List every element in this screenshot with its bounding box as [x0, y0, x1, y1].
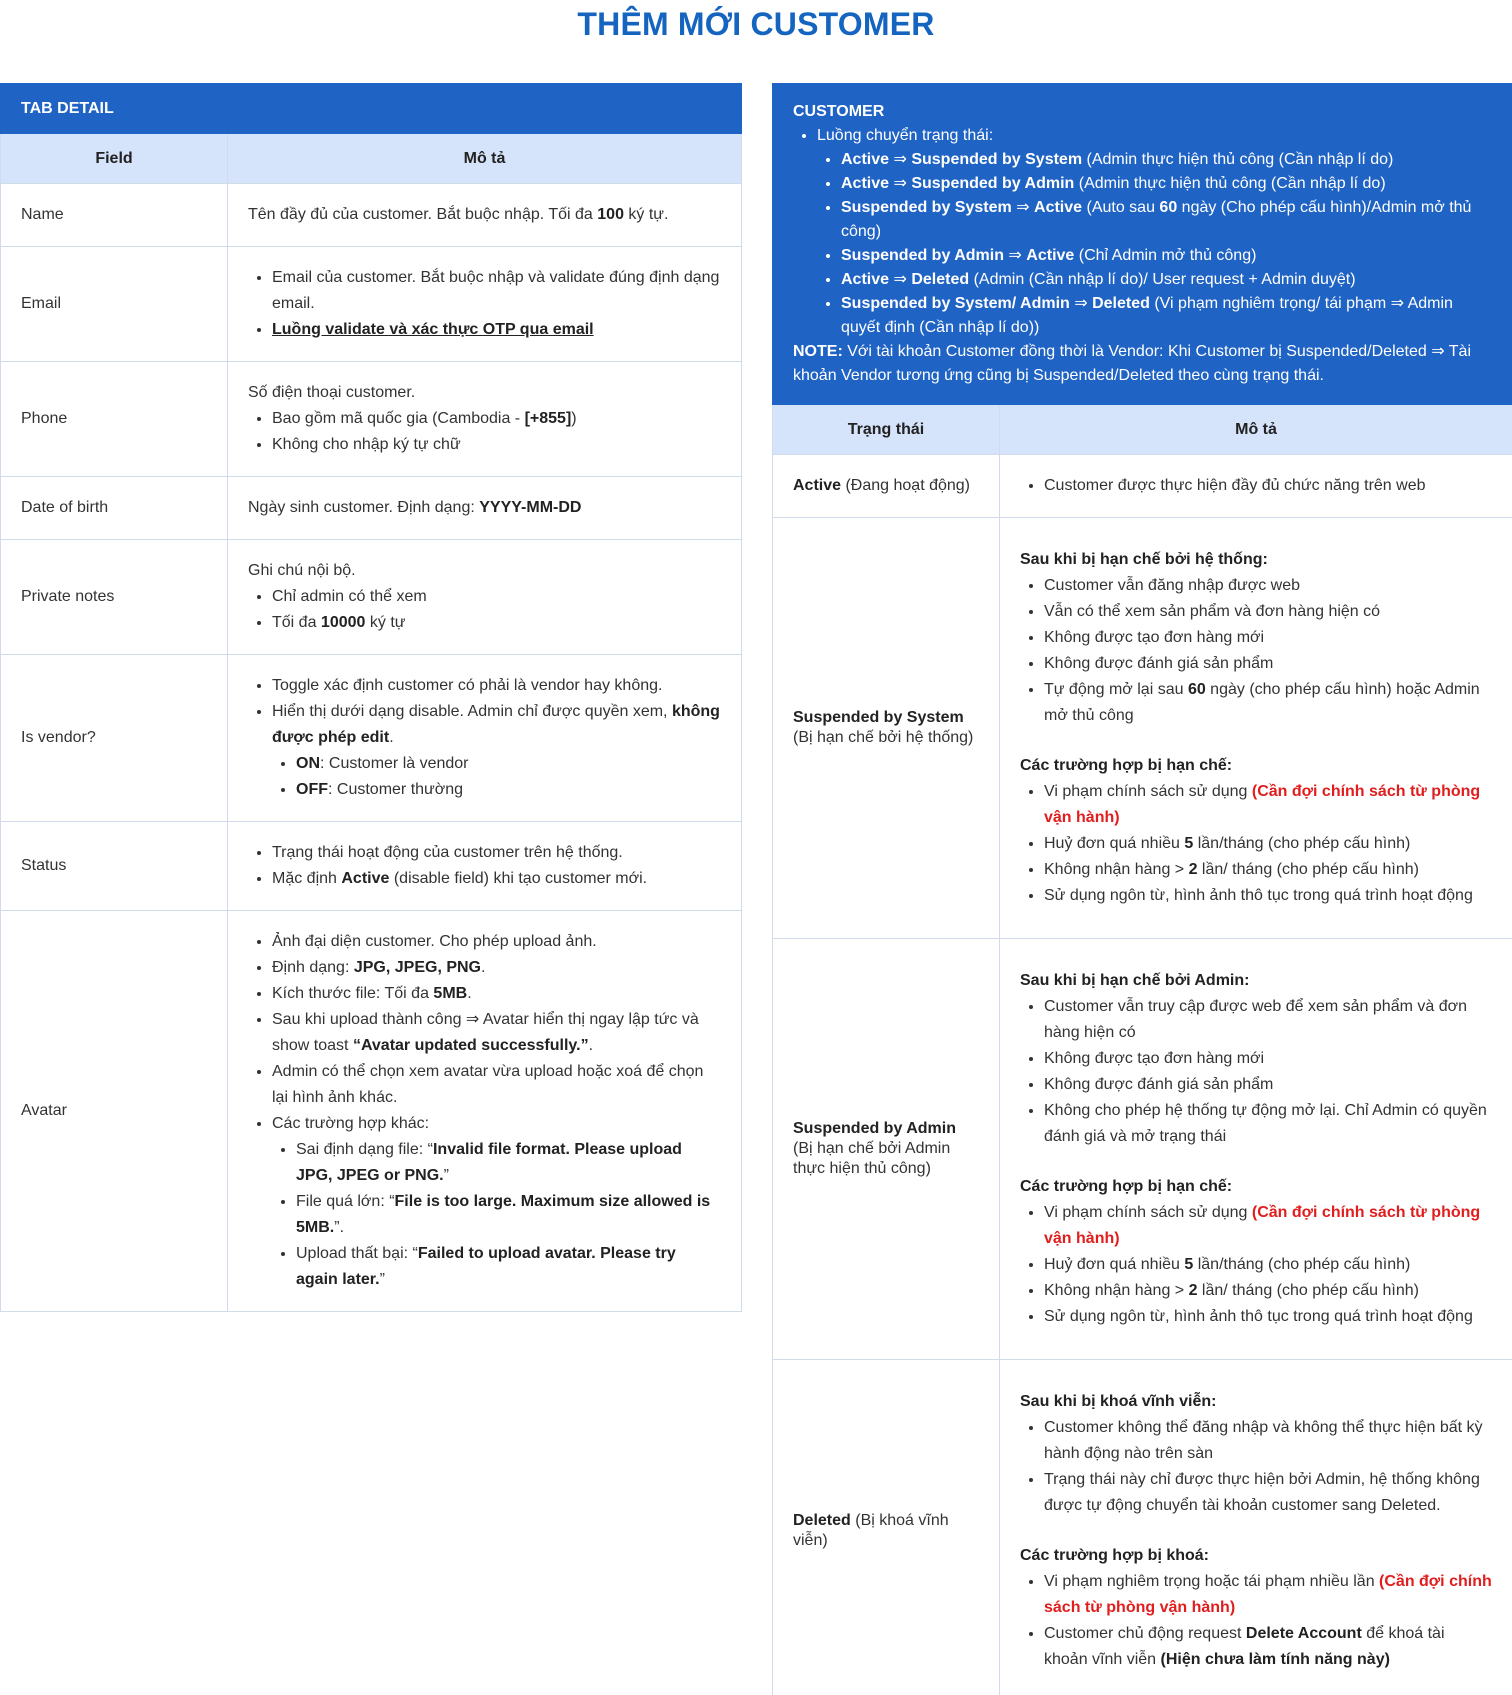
- customer-banner: CUSTOMER • Luồng chuyển trạng thái: • Active ⇒ Suspended by System (Admin thực hiện thủ công (Cần nhập lí do) • Active ⇒ Suspended by Admin (Admin thực hiện thủ công (Cần nhập lí do) • Suspended by System ⇒ Active (Auto sau 60 ngày (Cho phép cấu hình)/Admin mở thủ công) • Suspended by Admin ⇒ Active (Chỉ Admin mở thủ công) • Active ⇒ Deleted (Admin (Cần nhập lí do)/ User request + Admin duyệt) • Suspended by System/ Admin ⇒ Deleted (Vi phạm nghiêm trọng/ tái phạm ⇒ Admin quyết định (Cần nhập lí do)) NOTE: Với tài khoản Customer đồng thời là Vendor: Khi Customer bị Suspended/Deleted ⇒ Tài khoản Vendor tương ứng cũng bị Suspended/Deleted theo cùng trạng thái.: [773, 84, 1512, 405]
- status-adm-label: Suspended by Admin (Bị hạn chế bởi Admin thực hiện thủ công): [773, 939, 1000, 1360]
- table-row: [773, 939, 1512, 1360]
- field-notes-desc: Ghi chú nội bộ. • Chỉ admin có thể xem • Tối đa 10000 ký tự: [228, 540, 742, 655]
- field-email-desc: • Email của customer. Bắt buộc nhập và validate đúng định dạng email. • Luồng validate và xác thực OTP qua email: [228, 247, 742, 362]
- field-dob-label: Date of birth: [1, 477, 228, 540]
- field-notes-label: Private notes: [1, 540, 228, 655]
- field-email-label: Email: [1, 247, 228, 362]
- table-row: [1, 362, 742, 477]
- tab-detail-banner: TAB DETAIL: [1, 84, 742, 134]
- status-adm-desc: Sau khi bị hạn chế bởi Admin: • Customer vẫn truy cập được web để xem sản phẩm và đơn hàng hiện có • Không được tạo đơn hàng mới • Không được đánh giá sản phẩm • Không cho phép hệ thống tự động mở lại. Chỉ Admin có quyền đánh giá và mở trạng thái Các trường hợp bị hạn chế: • Vi phạm chính sách sử dụng (Cần đợi chính sách từ phòng vận hành) • Huỷ đơn quá nhiều 5 lần/tháng (cho phép cấu hình) • Không nhận hàng > 2 lần/ tháng (cho phép cấu hình) • Sử dụng ngôn từ, hình ảnh thô tục trong quá trình hoạt động: [1000, 939, 1512, 1360]
- field-status-label: Status: [1, 822, 228, 911]
- table-row: [1, 184, 742, 247]
- tab-detail-table: [0, 83, 742, 1312]
- field-avatar-desc: • Ảnh đại diện customer. Cho phép upload ảnh. • Định dạng: JPG, JPEG, PNG. • Kích thước file: Tối đa 5MB. • Sau khi upload thành công ⇒ Avatar hiển thị ngay lập tức và show toast “Avatar updated successfully.”. • Admin có thể chọn xem avatar vừa upload hoặc xoá để chọn lại hình ảnh khác. • Các trường hợp khác: • Sai định dạng file: “Invalid file format. Please upload JPG, JPEG or PNG.” • File quá lớn: “File is too large. Maximum size allowed is 5MB.”. • Upload thất bại: “Failed to upload avatar. Please try again later.”: [228, 911, 742, 1312]
- field-dob-desc: Ngày sinh customer. Định dạng: YYYY-MM-DD: [228, 477, 742, 540]
- customer-status-table: [772, 83, 1512, 1695]
- status-active-desc: • Customer được thực hiện đầy đủ chức năng trên web: [1000, 455, 1512, 518]
- status-sys-desc: Sau khi bị hạn chế bởi hệ thống: • Customer vẫn đăng nhập được web • Vẫn có thể xem sản phẩm và đơn hàng hiện có • Không được tạo đơn hàng mới • Không được đánh giá sản phẩm • Tự động mở lại sau 60 ngày (cho phép cấu hình) hoặc Admin mở thủ công Các trường hợp bị hạn chế: • Vi phạm chính sách sử dụng (Cần đợi chính sách từ phòng vận hành) • Huỷ đơn quá nhiều 5 lần/tháng (cho phép cấu hình) • Không nhận hàng > 2 lần/ tháng (cho phép cấu hình) • Sử dụng ngôn từ, hình ảnh thô tục trong quá trình hoạt động: [1000, 518, 1512, 939]
- otp-flow-link[interactable]: Luồng validate và xác thực OTP qua email: [272, 321, 594, 338]
- col-header-status-desc: Mô tả: [1000, 405, 1512, 455]
- table-row: [773, 1360, 1512, 1695]
- field-avatar-label: Avatar: [1, 911, 228, 1312]
- table-row: [1, 247, 742, 362]
- field-name-desc: Tên đầy đủ của customer. Bắt buộc nhập. Tối đa 100 ký tự.: [228, 184, 742, 247]
- col-header-field: Field: [1, 134, 228, 184]
- table-row: [1, 540, 742, 655]
- field-status-desc: • Trạng thái hoạt động của customer trên hệ thống. • Mặc định Active (disable field) khi tạo customer mới.: [228, 822, 742, 911]
- col-header-desc: Mô tả: [228, 134, 742, 184]
- field-name-label: Name: [1, 184, 228, 247]
- field-vendor-desc: • Toggle xác định customer có phải là vendor hay không. • Hiển thị dưới dạng disable. Admin chỉ được quyền xem, không được phép edit. • ON: Customer là vendor • OFF: Customer thường: [228, 655, 742, 822]
- status-sys-label: Suspended by System (Bị hạn chế bởi hệ thống): [773, 518, 1000, 939]
- field-phone-label: Phone: [1, 362, 228, 477]
- page-title: THÊM MỚI CUSTOMER: [577, 6, 935, 42]
- status-active-label: Active (Đang hoạt động): [773, 455, 1000, 518]
- field-phone-desc: Số điện thoại customer. • Bao gồm mã quốc gia (Cambodia - [+855]) • Không cho nhập ký tự chữ: [228, 362, 742, 477]
- table-row: [1, 477, 742, 540]
- col-header-status: Trạng thái: [773, 405, 1000, 455]
- status-del-desc: Sau khi bị khoá vĩnh viễn: • Customer không thể đăng nhập và không thể thực hiện bất kỳ hành động nào trên sàn • Trạng thái này chỉ được thực hiện bởi Admin, hệ thống không được tự động chuyển tài khoản customer sang Deleted. Các trường hợp bị khoá: • Vi phạm nghiêm trọng hoặc tái phạm nhiều lần (Cần đợi chính sách từ phòng vận hành) • Customer chủ động request Delete Account để khoá tài khoản vĩnh viễn (Hiện chưa làm tính năng này): [1000, 1360, 1512, 1695]
- table-row: [773, 455, 1512, 518]
- table-row: [1, 911, 742, 1312]
- table-row: [773, 518, 1512, 939]
- status-del-label: Deleted (Bị khoá vĩnh viễn): [773, 1360, 1000, 1695]
- field-vendor-label: Is vendor?: [1, 655, 228, 822]
- table-row: [1, 655, 742, 822]
- table-row: [1, 822, 742, 911]
